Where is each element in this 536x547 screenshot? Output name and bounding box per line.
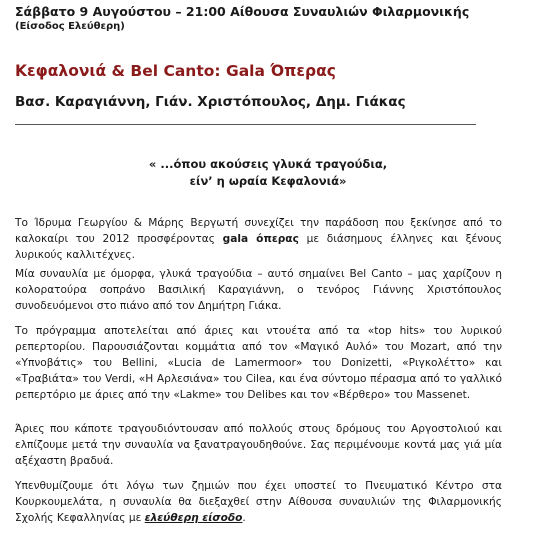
paragraph-foundation	[15, 215, 502, 263]
paragraph-text: Υπενθυμίζουμε ότι λόγω των ζημιών που έχει υποστεί το Πνευματικό Κέντρο στα Κουρκουμελάτα, η συναυλία θα διεξαχθεί στην Αίθουσα συναυλιών της Φιλαρμονικής Σχολής Κεφαλληνίας με	[15, 480, 502, 524]
event-title: Κεφαλονιά & Bel Canto: Gala Όπερας	[15, 62, 336, 80]
gala-opera-emphasis: gala όπερας	[222, 233, 299, 245]
event-artists: Βασ. Καραγιάννη, Γιάν. Χριστόπουλος, Δημ. Γιάκας	[15, 94, 406, 110]
paragraph-text: με διάσημους έλληνες και ξένους λυρικούς καλλιτέχνες.	[15, 233, 502, 261]
paragraph-venue-note	[15, 478, 502, 526]
paragraph-performers: Μία συναυλία με όμορφα, γλυκά τραγούδια – αυτό σημαίνει Bel Canto – μας χαρίζουν η κολορατούρα σοπράνο Βασιλική Καραγιάννη, ο τενόρος Γιάννης Χριστόπουλος συνοδευόμενοι στο πιάνο από τον Δημήτρη Γιάκα.	[15, 268, 502, 312]
paragraph-text: Το Ίδρυμα Γεωργίου & Μάρης Βεργωτή συνεχίζει την παράδοση που ξεκίνησε από το καλοκαίρι του 2012 προσφέροντας	[15, 217, 502, 245]
paragraph-invitation: Άριες που κάποτε τραγουδιόντουσαν από πολλούς στους δρόμους του Αργοστολιού και ελπίζουμε μετά την συναυλία να ξανατραγουδηθούνε. Σας περιμένουμε κοντά μας γιά μία αξέχαστη βραδυά.	[15, 423, 502, 467]
free-entry-note: (Είσοδος Ελεύθερη)	[15, 21, 125, 32]
paragraph-program: Το πρόγραμμα αποτελείται από άριες και ντουέτα από τα «top hits» του λυρικού ρεπερτορίου. Παρουσιάζονται κομμάτια από τον «Μαγικό Αυλό» του Mozart, από την «Υπνοβάτις» του Bellini, «Lucia de Lamermoor» του Donizetti, «Ριγκολέττο» και «Τραβιάτα» του Verdi, «Η Αρλεσιάνα» του Cilea, και ένα σύντομο πέρασμα από το γαλλικό ρεπερτόριο με άριες από την «Lakme» του Delibes και τον «Βέρθερο» του Massenet.	[15, 325, 502, 401]
paragraph-text: .	[242, 512, 246, 524]
quote-line-2: είν’ η ωραία Κεφαλονιά»	[189, 174, 347, 188]
free-entry-emphasis: ελεύθερη είσοδο	[144, 512, 243, 524]
quote-line-1: « ...όπου ακούσεις γλυκά τραγούδια,	[148, 157, 388, 171]
separator-line	[15, 124, 476, 125]
date-time-venue: Σάββατο 9 Αυγούστου – 21:00 Αίθουσα Συναυλιών Φιλαρμονικής	[15, 4, 470, 19]
